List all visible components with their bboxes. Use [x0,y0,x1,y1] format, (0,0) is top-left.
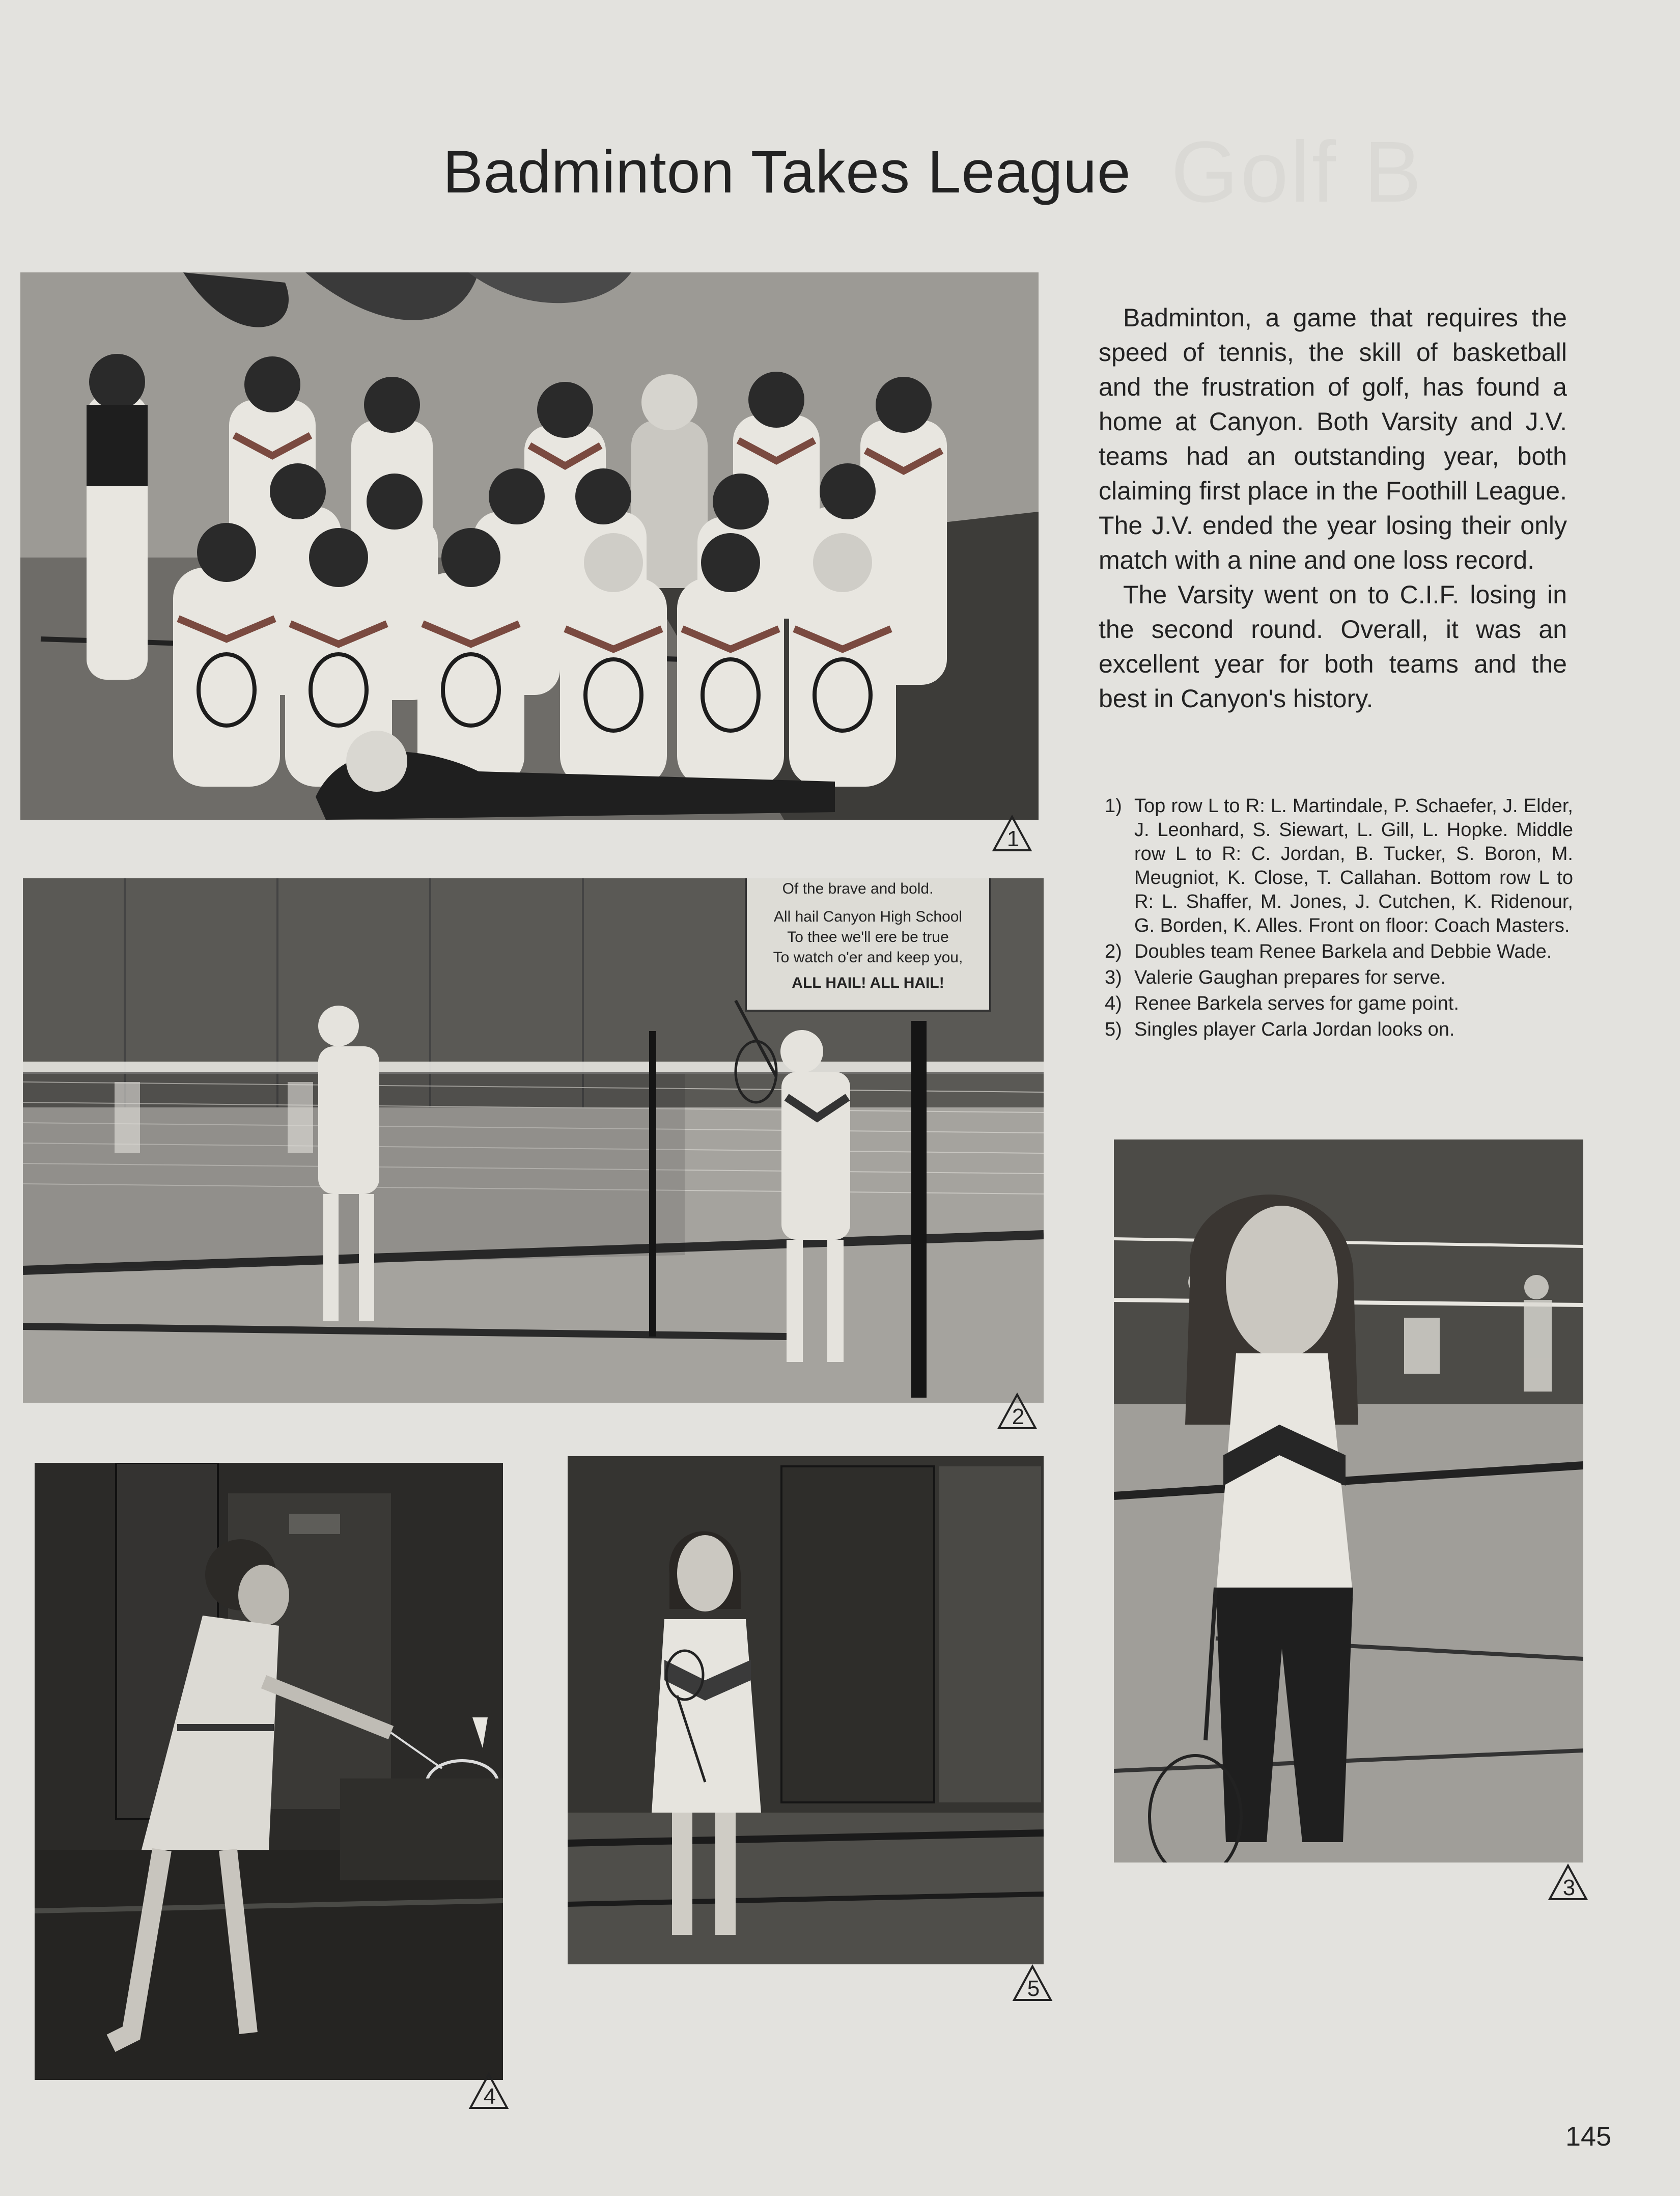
ghost-show-through-text: Golf B [1171,124,1424,220]
caption-text: Singles player Carla Jordan looks on. [1134,1019,1455,1040]
caption-number: 1) [1105,795,1122,817]
caption-item [1105,940,1573,964]
caption-item [1105,966,1573,990]
page-number: 145 [1565,2121,1612,2152]
photo-badge-2 [997,1393,1038,1430]
caption-number: 3) [1105,967,1122,988]
caption-text: Doubles team Renee Barkela and Debbie Wade. [1134,941,1552,962]
badge-number: 1 [1006,826,1020,851]
team-photo [20,272,1039,820]
sign-line-3: To thee we'll ere be true [787,929,949,946]
photo-badge-5 [1012,1964,1053,2002]
badge-number: 2 [1012,1404,1025,1429]
caption-text: Top row L to R: L. Martindale, P. Schaefer, J. Elder, J. Leonhard, S. Siewart, L. Gill, L. Hopke. Middle row L to R: C. Jordan, B. Tucker, S. Boron, M. Meugniot, K. Close, T. Callahan. Bottom row L to R: L. Shaffer, M. Jones, J. Cutchen, K. Ridenour, G. Borden, K. Alles. Front on floor: Coach Masters. [1134,795,1573,936]
photo-badge-1 [992,815,1032,852]
serve-prep-photo [1114,1139,1583,1863]
article-paragraph: The Varsity went on to C.I.F. losing in the second round. Overall, it was an excellent year for both teams and the best in Canyon's history. [1099,580,1567,713]
caption-item [1105,992,1573,1016]
caption-number: 2) [1105,941,1122,962]
sign-line-5: ALL HAIL! ALL HAIL! [792,975,944,991]
game-point-photo [35,1463,503,2080]
badge-number: 5 [1027,1976,1040,2001]
caption-text: Valerie Gaughan prepares for serve. [1134,967,1446,988]
caption-item [1105,1018,1573,1042]
sign-line-4: To watch o'er and keep you, [773,949,963,966]
caption-text: Renee Barkela serves for game point. [1134,993,1459,1014]
photo-captions [1105,794,1573,1044]
caption-item [1105,794,1573,938]
caption-number: 5) [1105,1019,1122,1040]
sign-line-1: Of the brave and bold. [782,880,934,897]
page-title: Badminton Takes League [443,138,1131,206]
badge-number: 3 [1562,1875,1576,1900]
sign-line-2: All hail Canyon High School [773,908,963,925]
caption-number: 4) [1105,993,1122,1014]
singles-photo [568,1456,1044,1964]
photo-badge-3 [1548,1864,1588,1901]
article-paragraph: Badminton, a game that requires the speed of tennis, the skill of basketball and the frustration of golf, has found a home at Canyon. Both Varsity and J.V. teams had an outstanding year, both claiming first place in the Foothill League. The J.V. ended the year losing their only match with a nine and one loss record. [1099,303,1567,574]
photo-badge-4 [468,2072,509,2110]
doubles-photo [23,878,1044,1403]
article-body [1099,300,1567,716]
badge-number: 4 [483,2084,496,2109]
